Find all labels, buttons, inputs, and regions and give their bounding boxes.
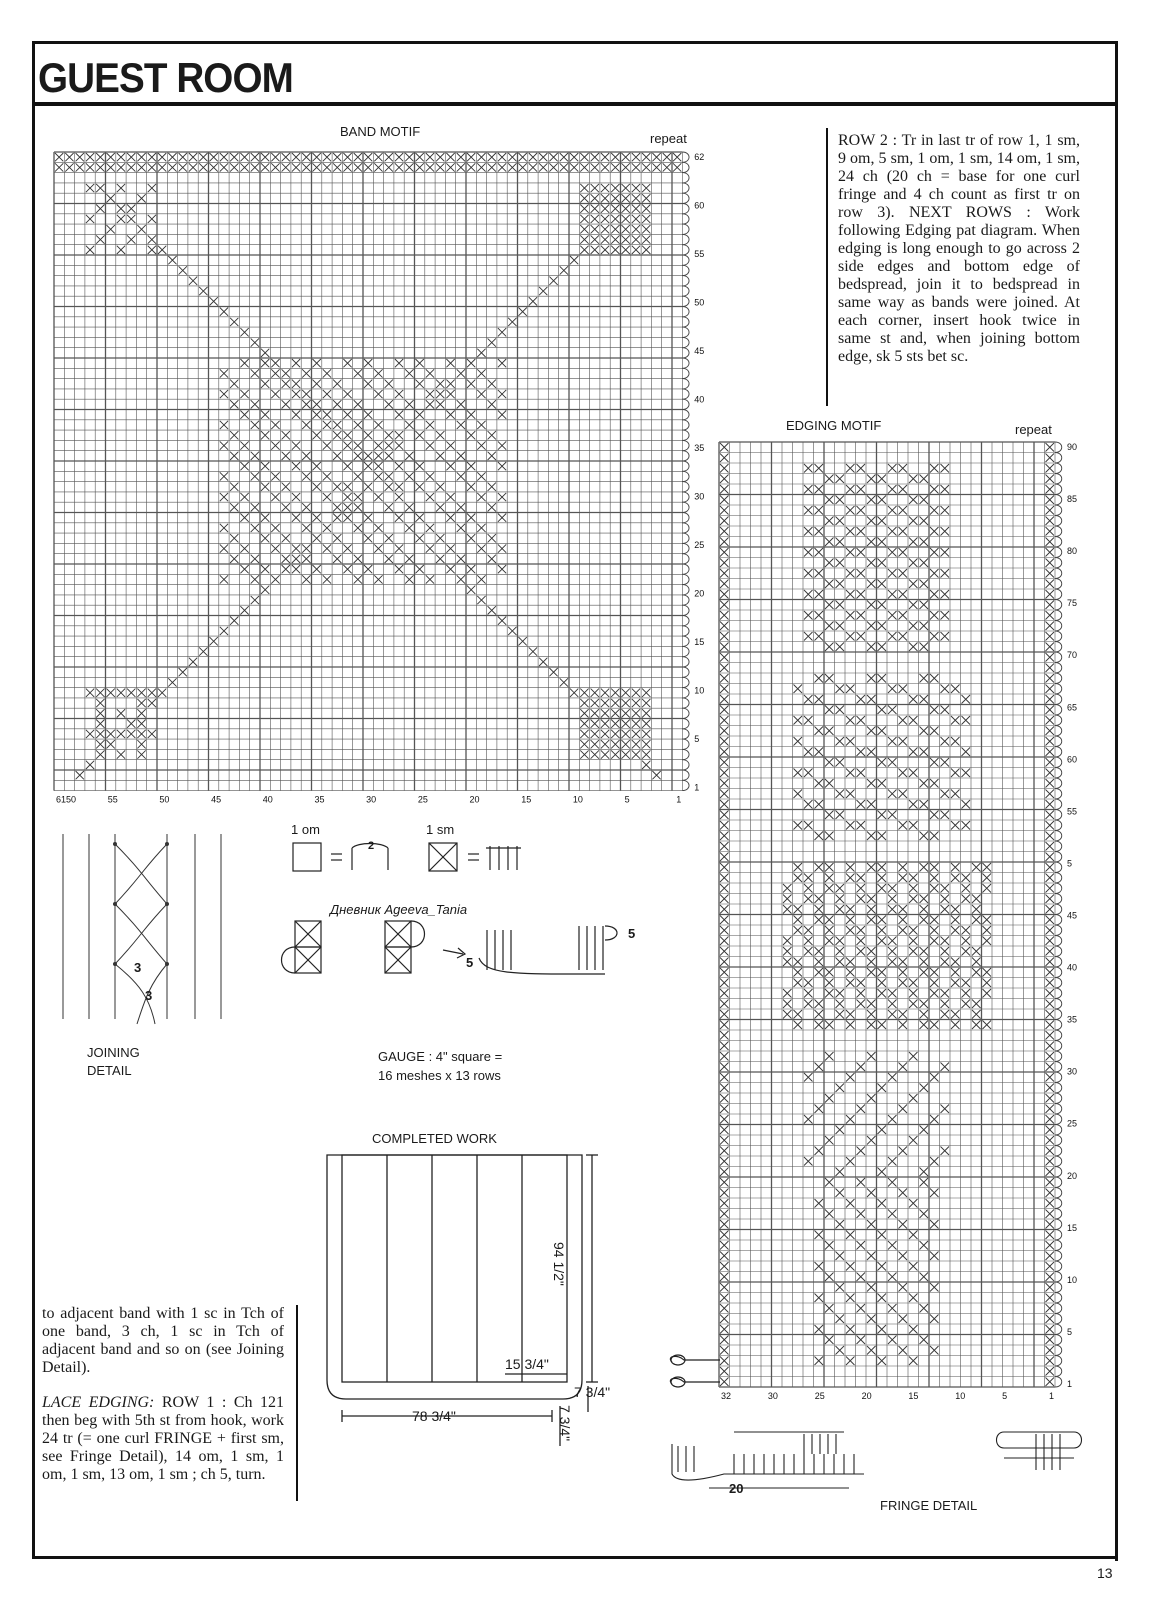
band-right-tick: 35: [694, 443, 705, 454]
band-bottom-tick: 45: [211, 794, 222, 805]
edging-edge-loop: [1055, 873, 1062, 884]
band-edge-loop: [682, 327, 689, 337]
band-edge-loop: [682, 719, 689, 729]
lace-edging-heading: LACE EDGING:: [42, 1394, 155, 1411]
band-edge-loop: [682, 204, 689, 214]
band-edge-loop: [682, 729, 689, 739]
edging-edge-loop: [1055, 663, 1062, 674]
edging-right-tick: 15: [1067, 1222, 1078, 1233]
edging-edge-loop: [1055, 778, 1062, 789]
edging-right-tick: 60: [1067, 754, 1078, 765]
edging-edge-loop: [1055, 631, 1062, 642]
edging-right-tick: 30: [1067, 1066, 1078, 1077]
band-edge-loop: [682, 337, 689, 347]
completed-work-edge-bottom: 7 3/4": [557, 1405, 573, 1442]
band-right-tick: 20: [694, 588, 705, 599]
band-right-tick: 40: [694, 394, 705, 405]
joining-num-b: 3: [145, 988, 153, 1003]
band-edge-loop: [682, 307, 689, 317]
band-edge-loop: [682, 276, 689, 286]
band-right-tick: 10: [694, 685, 705, 696]
edging-edge-loop: [1055, 453, 1062, 464]
edging-edge-loop: [1055, 789, 1062, 800]
band-bottom-tick: 1: [676, 794, 682, 805]
band-bottom-tick: 20: [469, 794, 480, 805]
band-edge-loop: [682, 543, 689, 553]
band-edge-loop: [682, 770, 689, 780]
edging-edge-loop: [1055, 1303, 1062, 1314]
edging-edge-loop: [1055, 1135, 1062, 1146]
edging-edge-loop: [1055, 1314, 1062, 1325]
band-edge-loop: [682, 348, 689, 358]
lace-edging-text: ROW 1 : Ch 121 then beg with 5th st from hook, work 24 tr (= one curl FRINGE + first sm, see Fringe Detail), 14 om, 1 sm, 1 om, 1 sm, 13 om, 1 sm ; ch 5, turn.: [42, 1394, 284, 1483]
band-edge-loop: [682, 173, 689, 183]
edging-bottom-tick: 30: [767, 1391, 778, 1401]
edging-bottom-tick: 5: [1002, 1391, 1008, 1401]
joining-detail-label-2: DETAIL: [87, 1063, 132, 1078]
edging-bottom-tick: 1: [1049, 1391, 1055, 1401]
band-edge-loop: [682, 265, 689, 275]
band-edge-loop: [682, 667, 689, 677]
edging-edge-loops: [1055, 442, 1062, 1387]
edging-edge-loop: [1055, 1324, 1062, 1335]
edging-right-tick: 75: [1067, 598, 1078, 609]
band-bottom-tick: 35: [314, 794, 325, 805]
completed-work-drawing: [320, 1152, 630, 1452]
fringe-ends-drawing: [664, 1352, 724, 1396]
joining-num-a: 3: [134, 960, 142, 975]
edging-edge-loop: [1055, 1377, 1062, 1388]
edging-right-tick: 20: [1067, 1170, 1078, 1181]
edging-edge-loop: [1055, 988, 1062, 999]
band-edge-loop: [682, 574, 689, 584]
edging-bottom-tick: 10: [955, 1391, 966, 1401]
edging-edge-loop: [1055, 1293, 1062, 1304]
band-edge-loop: [682, 317, 689, 327]
edging-right-tick: 25: [1067, 1118, 1078, 1129]
band-edge-loop: [682, 451, 689, 461]
band-edge-loop: [682, 482, 689, 492]
edging-edge-loop: [1055, 841, 1062, 852]
edging-edge-loop: [1055, 999, 1062, 1010]
edging-right-tick: 80: [1067, 546, 1078, 557]
edging-edge-loop: [1055, 820, 1062, 831]
legend-om-count: 2: [368, 840, 375, 852]
edging-edge-loop: [1055, 642, 1062, 653]
band-edge-loop: [682, 554, 689, 564]
fringe-ends: [664, 1352, 724, 1401]
edging-motif-repeat-label: repeat: [1015, 422, 1052, 437]
band-edge-loop: [682, 533, 689, 543]
gauge-line-1: GAUGE : 4" square =: [378, 1049, 503, 1064]
frame-right-rule: [1115, 41, 1118, 1561]
edging-edge-loop: [1055, 967, 1062, 978]
completed-work-width: 78 3/4": [412, 1408, 456, 1424]
edging-edge-loop: [1055, 831, 1062, 842]
gauge-line-2: 16 meshes x 13 rows: [378, 1068, 501, 1083]
band-edge-loop: [682, 296, 689, 306]
edging-edge-loop: [1055, 579, 1062, 590]
edging-edge-loop: [1055, 862, 1062, 873]
edging-edge-loop: [1055, 1125, 1062, 1136]
edging-edge-loop: [1055, 1230, 1062, 1241]
edging-edge-loop: [1055, 558, 1062, 569]
edging-right-tick: 1: [1067, 1379, 1073, 1389]
edging-right-tick: 5: [1067, 1326, 1073, 1337]
edging-edge-loop: [1055, 1209, 1062, 1220]
edging-edge-loop: [1055, 705, 1062, 716]
edging-edge-loop: [1055, 1093, 1062, 1104]
band-bottom-tick: 55: [107, 794, 118, 805]
edging-bottom-tick: 32: [721, 1391, 732, 1401]
band-edge-loop: [682, 399, 689, 409]
band-right-tick: 15: [694, 637, 705, 648]
edging-gridlines: [719, 442, 1055, 1387]
joining-detail-drawing: [55, 834, 235, 1034]
edging-edge-loop: [1055, 799, 1062, 810]
edging-motif-chart: [715, 438, 1095, 1408]
edging-edge-loop: [1055, 526, 1062, 537]
edging-right-tick: 90: [1067, 442, 1078, 452]
band-edge-loop: [682, 420, 689, 430]
band-edge-loop: [682, 605, 689, 615]
edging-edge-loop: [1055, 1282, 1062, 1293]
edging-edge-loop: [1055, 1345, 1062, 1356]
band-motif-title: BAND MOTIF: [340, 124, 421, 139]
band-right-tick: 55: [694, 249, 705, 260]
edging-right-tick: 40: [1067, 962, 1078, 973]
edging-edge-loop: [1055, 1219, 1062, 1230]
band-bottom-tick: 10: [572, 794, 583, 805]
curl-num-a: 5: [628, 926, 636, 941]
band-right-tick: 1: [694, 782, 700, 793]
legend-sm-label: 1 sm: [426, 822, 455, 837]
band-bottom-tick: 25: [417, 794, 428, 805]
edging-right-tick: 85: [1067, 494, 1078, 505]
edging-edge-loop: [1055, 505, 1062, 516]
edging-edge-loop: [1055, 747, 1062, 758]
edging-edge-loop: [1055, 1072, 1062, 1083]
page-title: GUEST ROOM: [38, 54, 293, 101]
edging-right-tick: 55: [1067, 806, 1078, 817]
completed-work-inner: 15 3/4": [505, 1356, 549, 1372]
band-edge-loop: [682, 471, 689, 481]
band-motif-chart: [50, 148, 705, 818]
edging-edge-loop: [1055, 1167, 1062, 1178]
band-edge-loop: [682, 379, 689, 389]
title-rule: [32, 102, 1118, 106]
edging-edge-loop: [1055, 474, 1062, 485]
edging-edge-loop: [1055, 1041, 1062, 1052]
page-number: 13: [1097, 1565, 1113, 1581]
legend-om-label: 1 om: [291, 822, 320, 837]
frame-bottom-rule: [32, 1556, 1118, 1559]
band-right-tick: 50: [694, 297, 705, 308]
band-edge-loop: [682, 523, 689, 533]
band-right-tick: 5: [694, 734, 700, 745]
band-edge-loop: [682, 595, 689, 605]
band-edge-loop: [682, 461, 689, 471]
instructions-left-rule: [296, 1305, 298, 1501]
edging-edge-loop: [1055, 726, 1062, 737]
edging-edge-loop: [1055, 1356, 1062, 1367]
joining-detail-diagram: [55, 834, 235, 1039]
edging-edge-loop: [1055, 1240, 1062, 1251]
band-edge-loop: [682, 183, 689, 193]
edging-bottom-tick: 25: [814, 1391, 825, 1401]
instructions-left-p1: to adjacent band with 1 sc in Tch of one band, 3 ch, 1 sc in Tch of adjacent band and so on (see Joining Detail).: [42, 1305, 284, 1376]
edging-edge-loop: [1055, 1366, 1062, 1377]
edging-edge-loop: [1055, 1051, 1062, 1062]
edging-edge-loop: [1055, 715, 1062, 726]
edging-edge-loop: [1055, 946, 1062, 957]
legend-symbols: [290, 840, 540, 879]
band-edge-loop: [682, 389, 689, 399]
band-gridlines: [54, 152, 682, 791]
band-edge-loop: [682, 245, 689, 255]
band-edge-loop: [682, 564, 689, 574]
edging-edge-loop: [1055, 852, 1062, 863]
edging-edge-loop: [1055, 810, 1062, 821]
edging-edge-loop: [1055, 673, 1062, 684]
fringe-detail-drawing: [664, 1424, 1084, 1504]
edging-bottom-tick: 20: [861, 1391, 872, 1401]
frame-left-rule: [32, 41, 35, 1559]
band-bottom-tick: 50: [159, 794, 170, 805]
band-right-tick: 30: [694, 491, 705, 502]
band-bottom-tick: 30: [366, 794, 377, 805]
watermark-text: Дневник Ageeva_Tania: [330, 902, 468, 917]
edging-motif-title: EDGING MOTIF: [786, 418, 882, 433]
band-right-tick: 62: [694, 152, 705, 162]
band-edge-loop: [682, 152, 689, 162]
edging-right-tick: 5: [1067, 858, 1073, 869]
edging-bottom-tick: 15: [908, 1391, 919, 1401]
band-edge-loop: [682, 688, 689, 698]
edging-edge-loop: [1055, 1198, 1062, 1209]
band-edge-loop: [682, 780, 689, 790]
band-filled-meshes: [55, 153, 681, 779]
fringe-detail-diagram: [664, 1424, 1084, 1509]
band-edge-loop: [682, 708, 689, 718]
edging-edge-loop: [1055, 547, 1062, 558]
edging-edge-loop: [1055, 1261, 1062, 1272]
edging-edge-loop: [1055, 936, 1062, 947]
band-edge-loop: [682, 636, 689, 646]
band-edge-loop: [682, 224, 689, 234]
completed-work-edge-right: 7 3/4": [574, 1384, 611, 1400]
edging-edge-loop: [1055, 1083, 1062, 1094]
band-right-tick: 60: [694, 200, 705, 211]
curl-diagram-drawing: [275, 918, 645, 982]
instructions-right-rule: [826, 128, 828, 406]
edging-edge-loop: [1055, 1030, 1062, 1041]
edging-edge-loop: [1055, 600, 1062, 611]
edging-edge-loop: [1055, 694, 1062, 705]
edging-right-tick: 65: [1067, 702, 1078, 713]
band-edge-loop: [682, 430, 689, 440]
edging-edge-loop: [1055, 1020, 1062, 1031]
band-edge-loop: [682, 193, 689, 203]
edging-edge-loop: [1055, 883, 1062, 894]
edging-right-tick: 10: [1067, 1274, 1078, 1285]
edging-edge-loop: [1055, 684, 1062, 695]
band-bottom-tick: 40: [262, 794, 273, 805]
edging-edge-loop: [1055, 1114, 1062, 1125]
edging-edge-loop: [1055, 957, 1062, 968]
edging-edge-loop: [1055, 610, 1062, 621]
edging-edge-loop: [1055, 589, 1062, 600]
curl-diagram: [275, 918, 645, 987]
edging-edge-loop: [1055, 1062, 1062, 1073]
edging-edge-loop: [1055, 537, 1062, 548]
completed-work-diagram: [320, 1152, 630, 1457]
band-edge-loops: [682, 152, 689, 791]
edging-edge-loop: [1055, 894, 1062, 905]
band-edge-loop: [682, 410, 689, 420]
edging-edge-loop: [1055, 736, 1062, 747]
band-edge-loop: [682, 255, 689, 265]
instructions-right: ROW 2 : Tr in last tr of row 1, 1 sm, 9 om, 5 sm, 1 om, 1 sm, 14 om, 1 sm, 24 ch (20 ch = base for one curl fringe and 4 ch count as first tr on row 3). NEXT ROWS : Work following Edging pat diagram. When edging is long enough to go across 2 side edges and bottom edge of bedspread, join it to bedspread in same way as bands were joined. At each corner, insert hook twice in same st and, when joining bottom edge, sk 5 sts bet sc.: [838, 132, 1080, 365]
edging-edge-loop: [1055, 442, 1062, 453]
band-edge-loop: [682, 626, 689, 636]
band-edge-loop: [682, 585, 689, 595]
edging-edge-loop: [1055, 1146, 1062, 1157]
curl-num-b: 5: [466, 955, 474, 970]
band-edge-loop: [682, 739, 689, 749]
joining-detail-label-1: JOINING: [87, 1045, 140, 1060]
frame-top-rule: [32, 41, 1117, 44]
fringe-detail-label: FRINGE DETAIL: [880, 1498, 978, 1513]
edging-edge-loop: [1055, 516, 1062, 527]
band-edge-loop: [682, 440, 689, 450]
edging-motif-grid: [715, 438, 1095, 1408]
band-edge-loop: [682, 502, 689, 512]
band-edge-loop: [682, 646, 689, 656]
band-edge-loop: [682, 749, 689, 759]
band-edge-loop: [682, 677, 689, 687]
edging-edge-loop: [1055, 1251, 1062, 1262]
edging-edge-loop: [1055, 915, 1062, 926]
band-bottom-tick: 15: [521, 794, 532, 805]
band-edge-loop: [682, 698, 689, 708]
band-edge-loop: [682, 214, 689, 224]
band-edge-loop: [682, 368, 689, 378]
fringe-detail-count: 20: [729, 1481, 744, 1496]
edging-edge-loop: [1055, 568, 1062, 579]
edging-edge-loop: [1055, 652, 1062, 663]
edging-edge-loop: [1055, 1177, 1062, 1188]
legend-symbols-drawing: [290, 840, 540, 874]
edging-edge-loop: [1055, 757, 1062, 768]
band-edge-loop: [682, 513, 689, 523]
band-right-tick: 25: [694, 540, 705, 551]
edging-edge-loop: [1055, 768, 1062, 779]
edging-edge-loop: [1055, 495, 1062, 506]
edging-edge-loop: [1055, 1272, 1062, 1283]
edging-edge-loop: [1055, 1104, 1062, 1115]
edging-edge-loop: [1055, 925, 1062, 936]
band-motif-grid: [50, 148, 705, 818]
edging-edge-loop: [1055, 463, 1062, 474]
band-bottom-tick: 5: [624, 794, 630, 805]
edging-edge-loop: [1055, 1009, 1062, 1020]
edging-edge-loop: [1055, 484, 1062, 495]
completed-work-title: COMPLETED WORK: [372, 1131, 497, 1146]
band-right-tick: 45: [694, 346, 705, 357]
edging-right-tick: 45: [1067, 910, 1078, 921]
band-edge-loop: [682, 162, 689, 172]
edging-edge-loop: [1055, 978, 1062, 989]
instructions-left-p2: [42, 1394, 284, 1484]
edging-right-tick: 70: [1067, 650, 1078, 661]
band-bottom-tick: 6150: [56, 794, 77, 805]
band-edge-loop: [682, 286, 689, 296]
edging-edge-loop: [1055, 1156, 1062, 1167]
edging-edge-loop: [1055, 904, 1062, 915]
band-edge-loop: [682, 492, 689, 502]
edging-edge-loop: [1055, 1335, 1062, 1346]
edging-right-tick: 35: [1067, 1014, 1078, 1025]
band-edge-loop: [682, 657, 689, 667]
band-edge-loop: [682, 760, 689, 770]
edging-edge-loop: [1055, 1188, 1062, 1199]
completed-work-height: 94 1/2": [551, 1242, 567, 1286]
edging-edge-loop: [1055, 621, 1062, 632]
band-motif-repeat-label: repeat: [650, 131, 687, 146]
band-edge-loop: [682, 616, 689, 626]
band-edge-loop: [682, 234, 689, 244]
band-edge-loop: [682, 358, 689, 368]
